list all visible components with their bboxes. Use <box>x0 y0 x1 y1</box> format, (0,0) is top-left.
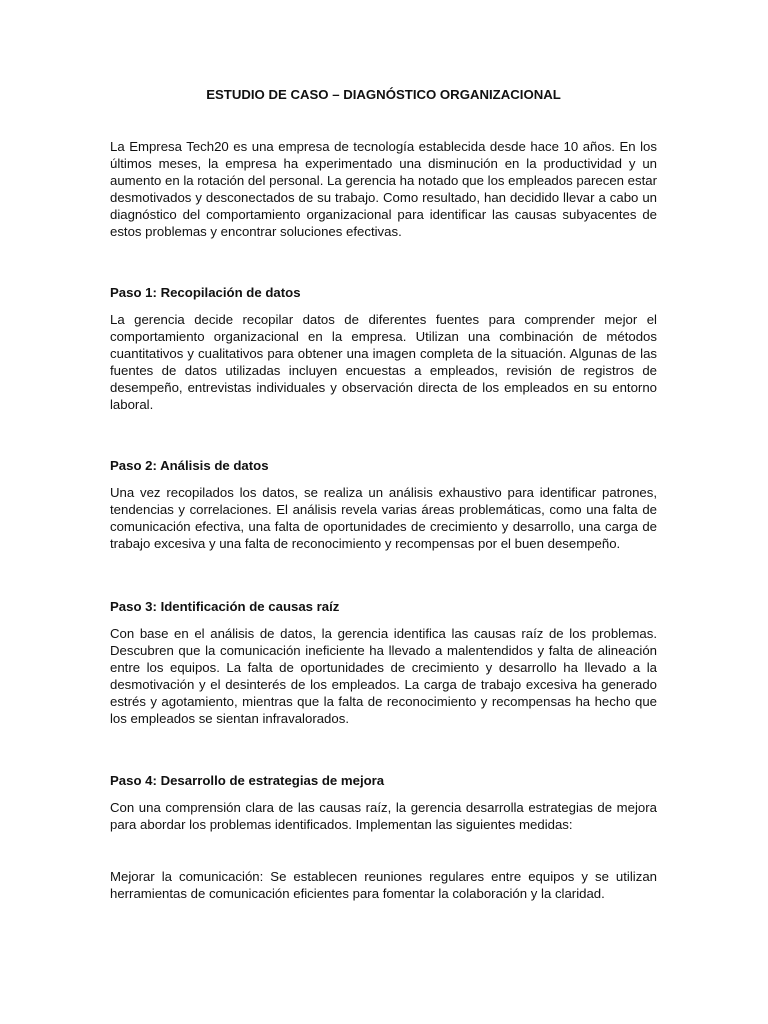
step-4-heading: Paso 4: Desarrollo de estrategias de mejora <box>110 773 385 789</box>
step-3-heading: Paso 3: Identificación de causas raíz <box>110 598 340 614</box>
document-content <box>110 86 657 902</box>
intro-paragraph: La Empresa Tech20 es una empresa de tecnología establecida desde hace 10 años. En los últimos meses, la empresa ha experimentado una disminución en la productividad y un aumento en la rotación del personal. La gerencia ha notado que los empleados parecen estar desmotivados y desconectados de su trabajo. Como resultado, han decidido llevar a cabo un diagnóstico del comportamiento organizacional para identificar las causas subyacentes de estos problemas y encontrar soluciones efectivas. <box>110 139 657 240</box>
measure-communication-paragraph: Mejorar la comunicación: Se establecen reuniones regulares entre equipos y se utilizan herramientas de comunicación eficientes para fomentar la colaboración y la claridad. <box>110 869 657 902</box>
step-3-paragraph: Con base en el análisis de datos, la gerencia identifica las causas raíz de los problemas. Descubren que la comunicación ineficiente ha llevado a malentendidos y falta de alineación entre los equipos. La falta de oportunidades de crecimiento y desarrollo ha llevado a la desmotivación y el desinterés de los empleados. La carga de trabajo excesiva ha generado estrés y agotamiento, mientras que la falta de reconocimiento y recompensas ha hecho que los empleados se sientan infravalorados. <box>110 625 657 726</box>
step-2-heading: Paso 2: Análisis de datos <box>110 458 269 474</box>
step-4-paragraph: Con una comprensión clara de las causas raíz, la gerencia desarrolla estrategias de mejora para abordar los problemas identificados. Implementan las siguientes medidas: <box>110 800 657 833</box>
step-1-paragraph: La gerencia decide recopilar datos de diferentes fuentes para comprender mejor el comportamiento organizacional en la empresa. Utilizan una combinación de métodos cuantitativos y cualitativos para obtener una imagen completa de la situación. Algunas de las fuentes de datos utilizadas incluyen encuestas a empleados, revisión de registros de desempeño, entrevistas individuales y observación directa de los empleados en su entorno laboral. <box>110 311 657 413</box>
step-2-paragraph: Una vez recopilados los datos, se realiza un análisis exhaustivo para identificar patrones, tendencias y correlaciones. El análisis revela varias áreas problemáticas, como una falta de comunicación efectiva, una falta de oportunidades de crecimiento y desarrollo, una carga de trabajo excesiva y una falta de reconocimiento y recompensas por el buen desempeño. <box>110 485 657 552</box>
step-1-heading: Paso 1: Recopilación de datos <box>110 284 301 300</box>
document-title: ESTUDIO DE CASO – DIAGNÓSTICO ORGANIZACIONAL <box>206 87 561 102</box>
